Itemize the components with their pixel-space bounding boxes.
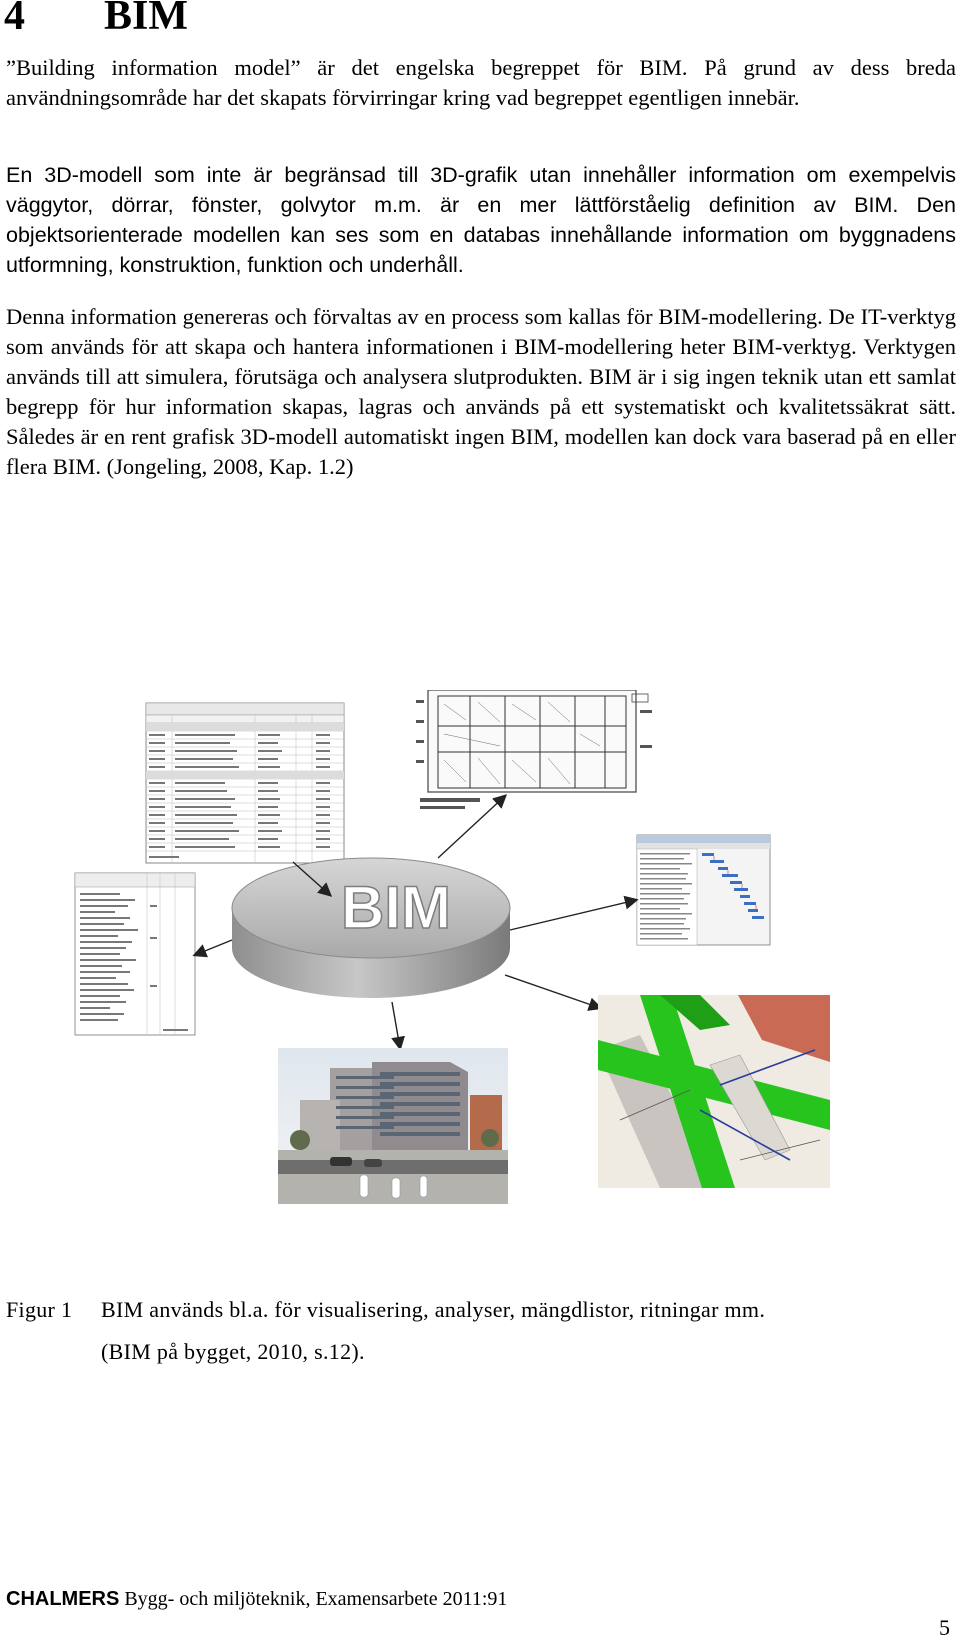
paragraph-intro: ”Building information model” är det engelska begreppet för BIM. På grund av dess breda användningsområde har det skapats förvirringar kring vad begreppet egentligen innebär.: [6, 55, 956, 110]
page-footer: [6, 1588, 507, 1611]
section-number: 4: [4, 0, 25, 39]
bim-center-label: BIM: [341, 874, 451, 941]
paragraph-modelling: Denna information genereras och förvaltas av en process som kallas för BIM-modellering. De IT-verktyg som används för att skapa och hantera informationen i BIM-modellering heter BIM-verktyg. Verktygen används till att simulera, förutsäga och analysera slutprodukten. BIM är i sig ingen teknik utan ett samlat begrepp för hur information skapas, lagras och används på ett systematiskt och kvalitetssäkrat sätt. Således är en rent grafisk 3D-modell automatiskt ingen BIM, modellen kan dock vara baserad på en eller flera BIM. (Jongeling, 2008, Kap. 1.2): [6, 304, 956, 479]
section-title: BIM: [104, 0, 188, 39]
section-heading: [4, 0, 188, 40]
building-visualization-image: [278, 1048, 508, 1204]
footer-text: Bygg- och miljöteknik, Examensarbete 2011:91: [119, 1588, 508, 1610]
page-number: 5: [939, 1615, 950, 1640]
quantity-list-image: [75, 873, 195, 1035]
footer-brand: CHALMERS: [6, 1588, 120, 1610]
bim-database-cylinder: [232, 858, 510, 998]
gantt-schedule-image: [637, 835, 770, 945]
installation-model-image: [598, 995, 830, 1188]
schedule-table-image: [146, 703, 344, 863]
bim-figure: [0, 690, 960, 1270]
floor-plan-image: [416, 690, 652, 809]
figure-caption-text: BIM används bl.a. för visualisering, analyser, mängdlistor, ritningar mm.: [101, 1297, 766, 1322]
paragraph-definition: En 3D-modell som inte är begränsad till 3D-grafik utan innehåller information om exempelvis väggytor, dörrar, fönster, golvytor m.m. är en mer lättförståelig definition av BIM. Den objektsorienterade modellen kan ses som en databas innehållande information om byggnadens utformning, konstruktion, funktion och underhåll.: [6, 163, 956, 277]
figure-source: (BIM på bygget, 2010, s.12).: [101, 1339, 365, 1364]
figure-label: Figur 1: [6, 1297, 73, 1322]
